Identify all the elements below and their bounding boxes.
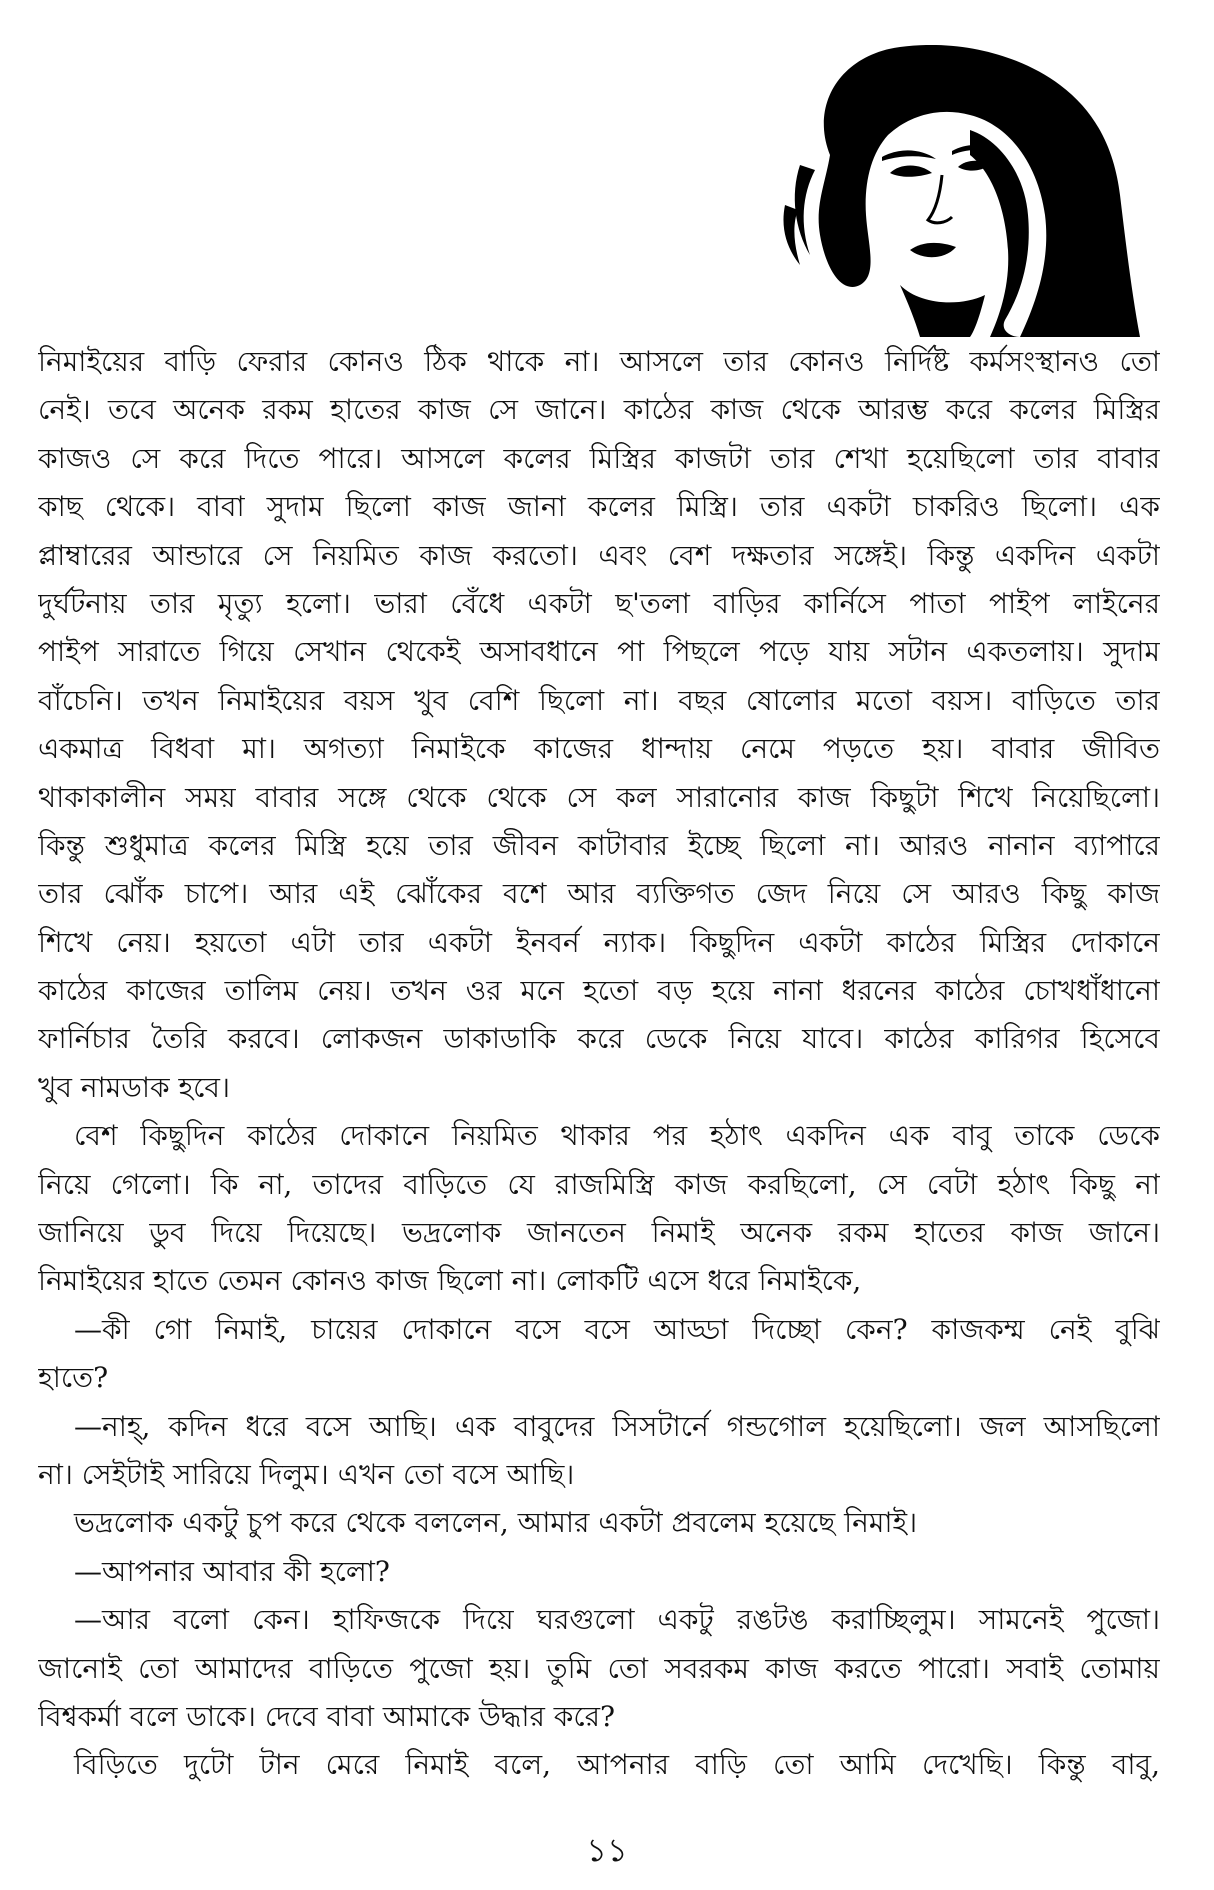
text-line: শিখে নেয়। হয়তো এটা তার একটা ইনবর্ন ন্যাক। কিছুদিন একটা কাঠের মিস্ত্রির দোকানে [38, 925, 1160, 959]
text-line: কাঠের কাজের তালিম নেয়। তখন ওর মনে হতো বড় হয়ে নানা ধরনের কাঠের চোখধাঁধানো [38, 974, 1160, 1008]
text-line: নিমাইয়ের হাতে তেমন কোনও কাজ ছিলো না। লোকটি এসে ধরে নিমাইকে, [38, 1264, 862, 1298]
hair-shape [819, 45, 1140, 337]
text-line: —আর বলো কেন। হাফিজকে দিয়ে ঘরগুলো একটু রঙটঙ করাচ্ছিলুম। সামনেই পুজো। [74, 1603, 1160, 1637]
text-line: জানোই তো আমাদের বাড়িতে পুজো হয়। তুমি তো সবরকম কাজ করতে পারো। সবাই তোমায় [38, 1651, 1160, 1685]
neck-shadow [900, 285, 985, 337]
text-line: ভদ্রলোক একটু চুপ করে থেকে বললেন, আমার একটা প্রবলেম হয়েছে নিমাই। [74, 1506, 918, 1540]
text-line: নেই। তবে অনেক রকম হাতের কাজ সে জানে। কাঠের কাজ থেকে আরম্ভ করে কলের মিস্ত্রির [38, 393, 1160, 427]
text-line: কাজও সে করে দিতে পারে। আসলে কলের মিস্ত্রির কাজটা তার শেখা হয়েছিলো তার বাবার [38, 441, 1160, 475]
text-line: —আপনার আবার কী হলো? [74, 1554, 390, 1588]
text-line: —নাহ্, কদিন ধরে বসে আছি। এক বাবুদের সিসটার্নে গন্ডগোল হয়েছিলো। জল আসছিলো [74, 1409, 1160, 1443]
left-brow [882, 150, 936, 161]
text-line: নিমাইয়ের বাড়ি ফেরার কোনও ঠিক থাকে না। আসলে তার কোনও নির্দিষ্ট কর্মসংস্থানও তো [38, 345, 1160, 378]
text-line: ফার্নিচার তৈরি করবে। লোকজন ডাকাডাকি করে ডেকে নিয়ে যাবে। কাঠের কারিগর হিসেবে [38, 1022, 1160, 1056]
left-eye [890, 166, 932, 177]
text-line: তার ঝোঁক চাপে। আর এই ঝোঁকের বশে আর ব্যক্তিগত জেদ নিয়ে সে আরও কিছু কাজ [38, 877, 1160, 911]
lips [910, 243, 956, 257]
text-line: কাছ থেকে। বাবা সুদাম ছিলো কাজ জানা কলের মিস্ত্রি। তার একটা চাকরিও ছিলো। এক [38, 490, 1160, 524]
text-line: হাতে? [38, 1361, 109, 1395]
text-line: জানিয়ে ডুব দিয়ে দিয়েছে। ভদ্রলোক জানতেন নিমাই অনেক রকম হাতের কাজ জানে। [38, 1216, 1160, 1250]
text-line: থাকাকালীন সময় বাবার সঙ্গে থেকে থেকে সে কল সারানোর কাজ কিছুটা শিখে নিয়েছিলো। [38, 780, 1160, 814]
text-line: একমাত্র বিধবা মা। অগত্যা নিমাইকে কাজের ধান্দায় নেমে পড়তে হয়। বাবার জীবিত [38, 732, 1160, 766]
text-line: নিয়ে গেলো। কি না, তাদের বাড়িতে যে রাজমিস্ত্রি কাজ করছিলো, সে বেটা হঠাৎ কিছু না [38, 1167, 1160, 1201]
text-line: বাঁচেনি। তখন নিমাইয়ের বয়স খুব বেশি ছিলো না। বছর ষোলোর মতো বয়স। বাড়িতে তার [38, 683, 1160, 717]
text-line: —কী গো নিমাই, চায়ের দোকানে বসে বসে আড্ডা দিচ্ছো কেন? কাজকম্ম নেই বুঝি [74, 1312, 1160, 1346]
text-line: না। সেইটাই সারিয়ে দিলুম। এখন তো বসে আছি। [38, 1457, 575, 1491]
text-line: বিশ্বকর্মা বলে ডাকে। দেবে বাবা আমাকে উদ্ধার করে? [38, 1699, 616, 1733]
text-line: খুব নামডাক হবে। [38, 1070, 231, 1104]
nose [928, 175, 952, 223]
text-line: কিন্তু শুধুমাত্র কলের মিস্ত্রি হয়ে তার জীবন কাটাবার ইচ্ছে ছিলো না। আরও নানান ব্যাপারে [38, 828, 1160, 862]
story-text [38, 338, 1160, 1790]
text-line: পাইপ সারাতে গিয়ে সেখান থেকেই অসাবধানে পা পিছলে পড়ে যায় সটান একতলায়। সুদাম [38, 635, 1160, 669]
text-line: প্লাম্বারের আন্ডারে সে নিয়মিত কাজ করতো। এবং বেশ দক্ষতার সঙ্গেই। কিন্তু একদিন একটা [38, 538, 1160, 572]
text-line: বেশ কিছুদিন কাঠের দোকানে নিয়মিত থাকার পর হঠাৎ একদিন এক বাবু তাকে ডেকে [74, 1119, 1160, 1153]
page-number: ১১ [586, 1831, 628, 1869]
text-line: বিড়িতে দুটো টান মেরে নিমাই বলে, আপনার বাড়ি তো আমি দেখেছি। কিন্তু বাবু, [74, 1748, 1160, 1782]
woman-portrait-illustration [770, 45, 1140, 337]
text-line: দুর্ঘটনায় তার মৃত্যু হলো। ভারা বেঁধে একটা ছ'তলা বাড়ির কার্নিসে পাতা পাইপ লাইনের [38, 586, 1160, 620]
